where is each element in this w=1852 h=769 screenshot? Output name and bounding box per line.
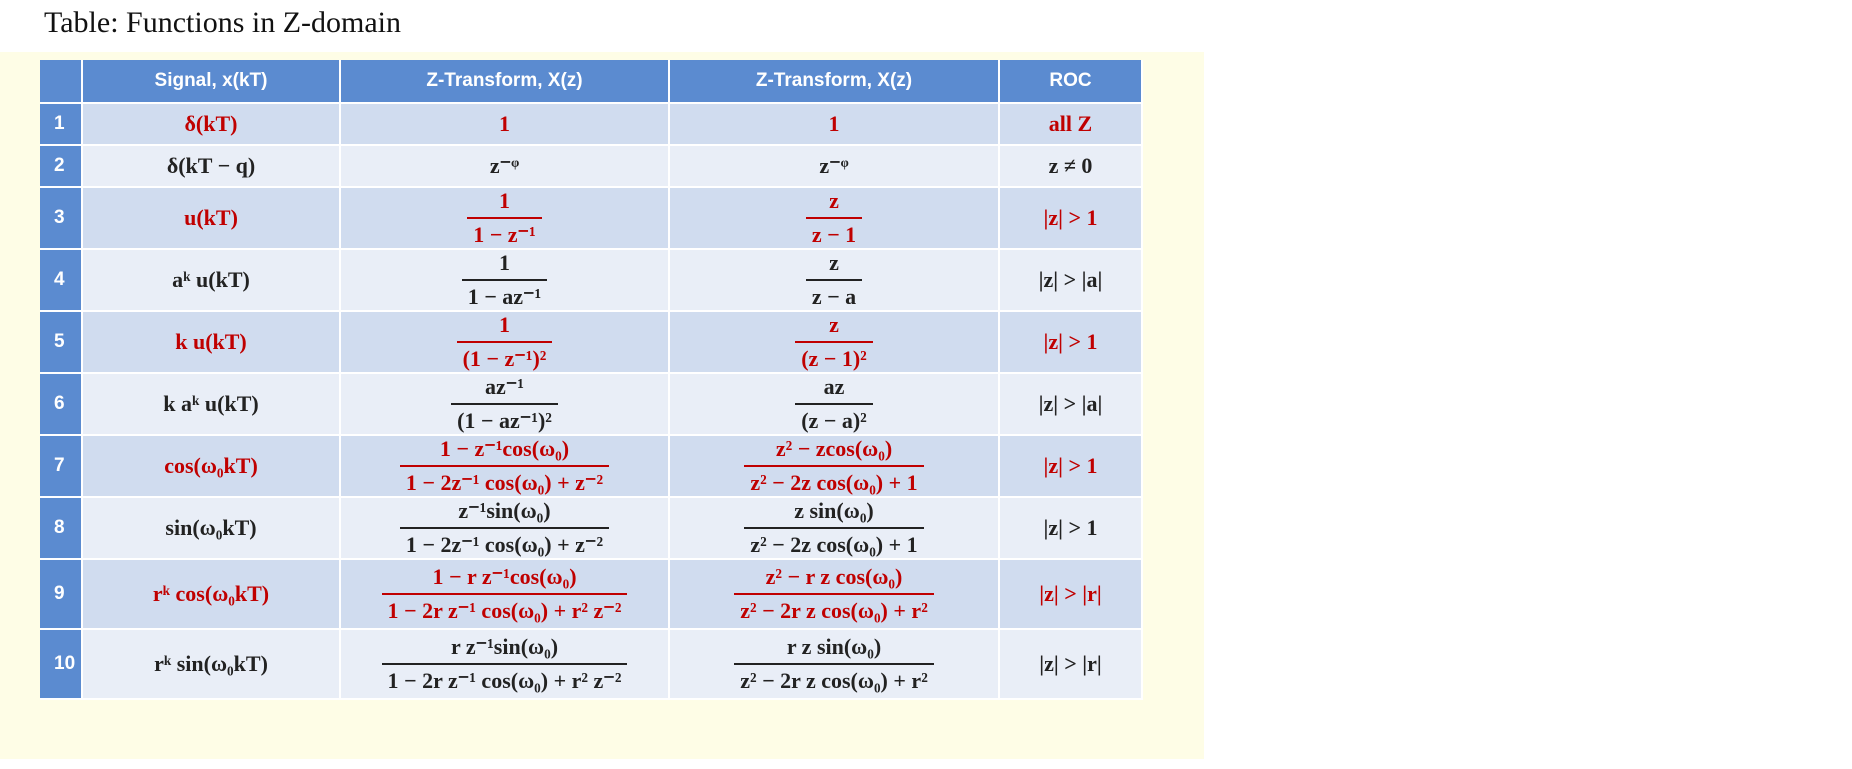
z-transform-1-cell [340, 559, 669, 629]
z-transform-1-numerator: 1 [498, 250, 510, 275]
z-transform-2-cell [669, 145, 999, 187]
header-index [40, 60, 82, 103]
z-transform-1-numerator: 1 [498, 188, 510, 213]
z-transform-2-cell [669, 103, 999, 145]
signal-cell: k u(kT) [82, 311, 340, 373]
z-transform-2-denominator: z − a [806, 279, 862, 310]
z-transform-1-cell [340, 629, 669, 699]
row-number: 1 [40, 103, 82, 145]
z-transform-2-fraction [806, 250, 862, 310]
z-transform-2-fraction [744, 436, 923, 496]
z-transform-1-fraction [462, 250, 548, 310]
z-transform-2-numerator: z² − zcos(ω₀) [775, 436, 893, 461]
z-transform-2-cell [669, 373, 999, 435]
roc-cell: |z| > |a| [999, 373, 1142, 435]
table-row [40, 373, 1142, 435]
z-transform-2-cell [669, 187, 999, 249]
z-transform-2-denominator: z² − 2r z cos(ω₀) + r² [734, 593, 934, 624]
z-transform-2-denominator: z − 1 [806, 217, 862, 248]
z-transform-1-denominator: 1 − 2z⁻¹ cos(ω₀) + z⁻² [400, 465, 609, 496]
roc-cell: |z| > |a| [999, 249, 1142, 311]
header-z-transform-2: Z-Transform, X(z) [669, 60, 999, 103]
table-header-row [40, 60, 1142, 103]
table-row [40, 497, 1142, 559]
z-transform-table [40, 60, 1143, 700]
z-transform-1-fraction [400, 436, 609, 496]
roc-cell: z ≠ 0 [999, 145, 1142, 187]
z-transform-1-numerator: z⁻¹sin(ω₀) [458, 498, 551, 523]
z-transform-1-fraction [467, 188, 542, 248]
signal-cell: k aᵏ u(kT) [82, 373, 340, 435]
roc-cell: |z| > |r| [999, 629, 1142, 699]
z-transform-2-cell [669, 249, 999, 311]
z-transform-2-cell [669, 629, 999, 699]
table-row [40, 311, 1142, 373]
signal-cell: sin(ω₀kT) [82, 497, 340, 559]
z-transform-1-cell [340, 187, 669, 249]
z-transform-2-denominator: (z − 1)² [795, 341, 873, 372]
z-transform-1-cell [340, 497, 669, 559]
signal-cell: δ(kT − q) [82, 145, 340, 187]
signal-cell: δ(kT) [82, 103, 340, 145]
z-transform-2-fraction [734, 564, 934, 624]
z-transform-2-fraction [744, 498, 923, 558]
table-row [40, 249, 1142, 311]
table-row [40, 187, 1142, 249]
z-transform-2-numerator: r z sin(ω₀) [786, 634, 882, 659]
signal-cell: cos(ω₀kT) [82, 435, 340, 497]
z-transform-1-denominator: 1 − z⁻¹ [467, 217, 542, 248]
z-transform-2-expression: 1 [828, 111, 840, 136]
z-transform-1-denominator: 1 − 2r z⁻¹ cos(ω₀) + r² z⁻² [382, 663, 628, 694]
table-caption: Table: Functions in Z-domain [44, 6, 402, 39]
header-z-transform-1: Z-Transform, X(z) [340, 60, 669, 103]
roc-cell: all Z [999, 103, 1142, 145]
roc-cell: |z| > 1 [999, 311, 1142, 373]
z-transform-2-fraction [795, 312, 873, 372]
z-transform-2-fraction [806, 188, 862, 248]
z-transform-2-cell [669, 435, 999, 497]
z-transform-2-denominator: (z − a)² [795, 403, 873, 434]
z-transform-1-denominator: 1 − 2z⁻¹ cos(ω₀) + z⁻² [400, 527, 609, 558]
z-transform-1-numerator: 1 [498, 312, 510, 337]
z-transform-2-fraction [734, 634, 934, 694]
table-row [40, 435, 1142, 497]
table-row [40, 629, 1142, 699]
z-transform-1-numerator: 1 − r z⁻¹cos(ω₀) [432, 564, 577, 589]
row-number: 8 [40, 497, 82, 559]
row-number: 4 [40, 249, 82, 311]
z-transform-1-cell [340, 311, 669, 373]
z-transform-2-expression: z⁻ᵠ [819, 153, 849, 178]
header-roc: ROC [999, 60, 1142, 103]
z-transform-1-cell [340, 103, 669, 145]
header-signal: Signal, x(kT) [82, 60, 340, 103]
z-transform-1-fraction [457, 312, 553, 372]
table-row [40, 559, 1142, 629]
roc-cell: |z| > 1 [999, 497, 1142, 559]
z-transform-1-cell [340, 435, 669, 497]
z-transform-1-denominator: (1 − az⁻¹)² [451, 403, 558, 434]
z-transform-1-denominator: 1 − 2r z⁻¹ cos(ω₀) + r² z⁻² [382, 593, 628, 624]
z-transform-2-fraction [795, 374, 873, 434]
signal-cell: rᵏ sin(ω₀kT) [82, 629, 340, 699]
z-transform-2-cell [669, 311, 999, 373]
z-transform-2-cell [669, 497, 999, 559]
table-row [40, 145, 1142, 187]
row-number: 10 [40, 629, 82, 699]
z-transform-2-numerator: z² − r z cos(ω₀) [765, 564, 903, 589]
table-row [40, 103, 1142, 145]
z-transform-2-cell [669, 559, 999, 629]
z-transform-2-denominator: z² − 2z cos(ω₀) + 1 [744, 527, 923, 558]
z-transform-1-denominator: 1 − az⁻¹ [462, 279, 548, 310]
roc-cell: |z| > 1 [999, 435, 1142, 497]
z-transform-2-numerator: z [829, 312, 839, 337]
row-number: 6 [40, 373, 82, 435]
z-transform-1-cell [340, 145, 669, 187]
z-transform-2-numerator: az [823, 374, 845, 399]
z-transform-1-numerator: r z⁻¹sin(ω₀) [450, 634, 559, 659]
z-transform-1-cell [340, 373, 669, 435]
z-transform-1-numerator: 1 − z⁻¹cos(ω₀) [439, 436, 570, 461]
z-transform-2-numerator: z sin(ω₀) [794, 498, 874, 523]
signal-cell: u(kT) [82, 187, 340, 249]
z-transform-2-numerator: z [829, 250, 839, 275]
z-transform-2-denominator: z² − 2r z cos(ω₀) + r² [734, 663, 934, 694]
z-transform-2-denominator: z² − 2z cos(ω₀) + 1 [744, 465, 923, 496]
row-number: 9 [40, 559, 82, 629]
signal-cell: aᵏ u(kT) [82, 249, 340, 311]
z-transform-1-expression: z⁻ᵠ [489, 153, 520, 178]
z-transform-1-fraction [451, 374, 558, 434]
signal-cell: rᵏ cos(ω₀kT) [82, 559, 340, 629]
z-transform-1-denominator: (1 − z⁻¹)² [457, 341, 553, 372]
z-transform-1-expression: 1 [499, 111, 510, 136]
z-transform-1-fraction [400, 498, 609, 558]
z-transform-1-fraction [382, 634, 628, 694]
row-number: 3 [40, 187, 82, 249]
z-transform-1-cell [340, 249, 669, 311]
roc-cell: |z| > 1 [999, 187, 1142, 249]
row-number: 7 [40, 435, 82, 497]
z-transform-2-numerator: z [829, 188, 839, 213]
z-transform-1-fraction [382, 564, 628, 624]
roc-cell: |z| > |r| [999, 559, 1142, 629]
row-number: 2 [40, 145, 82, 187]
row-number: 5 [40, 311, 82, 373]
z-transform-1-numerator: az⁻¹ [485, 374, 524, 399]
